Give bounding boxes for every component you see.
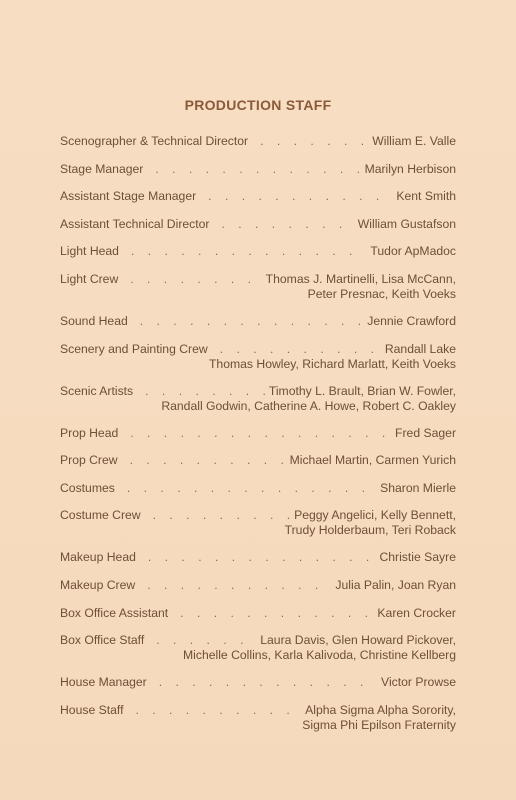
credit-line [60,189,456,204]
credit-line [60,481,456,496]
credit-line [60,633,456,648]
leader-dots [153,508,290,523]
credit-line [60,703,456,718]
credit-line [60,508,456,523]
credit-name: Marilyn Herbison [364,161,456,176]
credit-role: Light Head [60,244,119,259]
leader-dots [131,244,366,259]
leader-dots [130,453,286,468]
credit-name-continued: Randall Godwin, Catherine A. Howe, Robert C. Oakley [161,398,456,413]
credit-role: Box Office Staff [60,633,145,648]
credit-role: House Manager [60,675,147,690]
credit-line [60,384,456,399]
credit-line [60,244,456,259]
credit-role: Prop Head [60,425,119,440]
page-title: PRODUCTION STAFF [184,97,332,113]
credit-row [60,633,456,663]
credit-name: Timothy L. Brault, Brian W. Fowler, [268,383,456,398]
leader-dots [135,703,301,718]
leader-dots [130,426,391,441]
credit-role: Scenographer & Technical Director [60,134,249,148]
credit-name-continued: Peter Presnac, Keith Voeks [307,287,456,301]
credit-row [60,703,456,733]
credit-line [60,314,456,329]
leader-dots [145,384,265,399]
credit-name: William E. Valle [372,134,456,148]
credit-row [60,217,456,232]
credit-row [60,384,456,414]
credit-line [60,453,456,468]
credit-name: Sharon Mierle [380,480,456,495]
credit-row [60,426,456,441]
leader-dots [147,578,331,593]
credit-role: Costume Crew [60,508,141,523]
leader-dots [260,134,368,149]
credit-row [60,675,456,690]
credit-name-continued: Trudy Holderbaum, Teri Roback [284,523,456,538]
credit-role: Sound Head [60,314,128,328]
leader-dots [127,481,376,496]
credit-role: Light Crew [60,272,119,286]
credit-line [60,162,456,177]
credit-name: Victor Prowse [381,675,456,690]
credit-role: Makeup Crew [60,578,136,592]
credit-row [60,481,456,496]
credit-row [60,578,456,593]
credit-name: Alpha Sigma Alpha Sorority, [305,702,456,717]
credit-line [60,675,456,690]
credit-row [60,134,456,149]
leader-dots [180,606,373,621]
leader-dots [208,189,392,204]
credit-row [60,453,456,468]
credit-row [60,508,456,538]
credit-line [60,606,456,621]
credit-name: Kent Smith [396,189,456,204]
credit-row [60,162,456,177]
credit-line [60,217,456,232]
credit-role: Makeup Head [60,550,136,565]
credit-role: House Staff [60,702,124,717]
credit-name: Randall Lake [384,341,456,356]
credit-row [60,342,456,372]
credit-name: Peggy Angelici, Kelly Bennett, [294,508,456,523]
credit-name-continued: Thomas Howley, Richard Marlatt, Keith Voeks [208,356,456,371]
leader-dots [221,217,353,232]
credit-name-continued: Michelle Collins, Karla Kalivoda, Christine Kellberg [183,648,456,663]
credit-role: Prop Crew [60,453,118,468]
credit-line [60,272,456,287]
credit-role: Stage Manager [60,161,144,176]
credit-role: Costumes [60,480,115,495]
credit-line [60,550,456,565]
credit-name: Christie Sayre [379,550,456,565]
leader-dots [140,314,363,329]
leader-dots [148,550,376,565]
credit-name-continued: Sigma Phi Epilson Fraternity [302,717,456,732]
leader-dots [159,675,377,690]
credit-name: Thomas J. Martinelli, Lisa McCann, [265,272,456,286]
credit-role: Assistant Technical Director [60,216,210,231]
credit-line [60,426,456,441]
credit-line [60,342,456,357]
credit-name: Fred Sager [395,425,456,440]
credit-name: William Gustafson [357,216,456,231]
credit-row [60,272,456,302]
leader-dots [130,272,261,287]
credit-row [60,189,456,204]
credit-line [60,578,456,593]
credit-role: Scenery and Painting Crew [60,341,208,356]
credit-name: Tudor ApMadoc [370,244,456,259]
credit-row [60,314,456,329]
leader-dots [220,342,381,357]
credit-row [60,244,456,259]
credit-role: Box Office Assistant [60,605,169,620]
credit-name: Karen Crocker [377,605,456,620]
credit-name: Laura Davis, Glen Howard Pickover, [260,633,456,648]
credit-line [60,134,456,149]
credit-role: Assistant Stage Manager [60,189,197,204]
leader-dots [156,633,256,648]
credit-role: Scenic Artists [60,383,134,398]
leader-dots [155,162,360,177]
credit-name: Jennie Crawford [367,314,456,328]
credit-name: Michael Martin, Carmen Yurich [289,453,456,468]
credit-row [60,606,456,621]
credit-row [60,550,456,565]
credit-name: Julia Palin, Joan Ryan [335,578,456,592]
